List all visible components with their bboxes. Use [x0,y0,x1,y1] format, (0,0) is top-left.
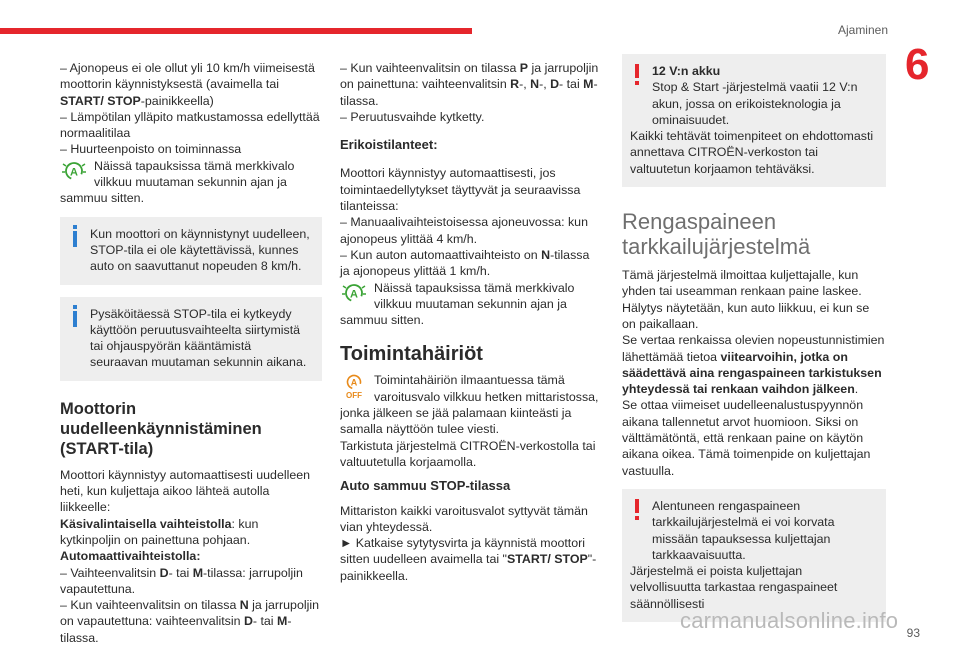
stop-heading: Auto sammuu STOP-tilassa [340,478,511,494]
warning-note-tpms [622,489,886,622]
column-2 [340,60,602,584]
column-1 [60,60,322,646]
warning-icon [635,64,639,78]
restart-heading: Moottorin uudelleenkäynnistäminen (START-tila) [60,399,262,458]
c2-para3: ► Katkaise sytytysvirta ja käynnistä moottori sitten uudelleen avaimella tai "START/ STOP"-painikkeella. [340,536,597,583]
info-icon [73,231,77,247]
battery-note-title: 12 V:n akku [652,64,721,78]
c2-para1: Moottori käynnistyy automaattisesti, jos toimintaedellytykset täyttyvät ja seuraavissa tilanteissa: [340,166,581,214]
c3-para2: Hälytys näytetään, kun auto liikkuu, ei kun se on paikallaan. [622,300,870,331]
svg-text:OFF: OFF [346,391,362,401]
warning-icon [635,499,639,513]
c1-auto-line1: – Vaihteenvalitsin D- tai M-tilassa: jarrupoljin vapautettuna. [60,565,303,596]
info-note-2-text: Pysäköitäessä STOP-tila ei kytkeydy käyttöön peruutusvaihteelta siirtymistä tai ohjauspyörän kääntämistä seuraavan muutaman sekunnin aikana. [90,306,307,370]
c1-auto-heading: Automaattivaihteistolla: [60,549,201,564]
c1-manual: Käsivalintaisella vaihteistolla: kun kytkinpoljin on painettuna pohjaan. [60,516,259,547]
c1-line2: – Lämpötilan ylläpito matkustamossa edellyttää normaalitilaa [60,109,320,141]
info-note-1 [60,217,322,285]
watermark: carmanualsonline.info [680,608,899,633]
page-number: 93 [906,626,920,640]
c1-line3: – Huurteenpoisto on toiminnassa [60,142,242,157]
stop-start-green-icon [60,158,88,186]
c2-line2: – Peruutusvaihde kytketty. [340,109,485,124]
fault-heading: Toimintahäiriöt [340,343,483,366]
c1-icon-text: Näissä tapauksissa tämä merkkivalo vilkkuu muutaman sekunnin ajan ja sammuu sitten. [60,158,295,206]
c2-special2: – Kun auton automaattivaihteisto on N-tilassa ja ajonopeus ylittää 1 km/h. [340,247,590,279]
info-icon [73,311,77,327]
info-note-1-text: Kun moottori on käynnistynyt uudelleen, STOP-tila ei ole käytettävissä, kunnes auto on saavuttanut nopeuden 8 km/h. [90,226,310,274]
section-title: Ajaminen [837,23,888,37]
c1-auto-line2: – Kun vaihteenvalitsin on tilassa N ja jarrupoljin on vapautettuna: vaihteenvalitsin D- tai M-tilassa. [60,598,319,645]
svg-text:A: A [350,288,358,301]
chapter-number: 6 [905,40,930,89]
c2-special1: – Manuaalivaihteistoisessa ajoneuvossa: kun ajonopeus ylittää 4 km/h. [340,215,588,246]
tpms-note-text1: Alentuneen rengaspaineen tarkkailujärjestelmä ei voi korvata missään tapauksessa kuljettajan tarkkaavaisuutta. [652,498,835,562]
c3-para4: Se ottaa viimeiset uudelleenalustuspyynnön aikana tallennetut arvot huomioon. Siksi on välttämätöntä, että renkaan paine on käytön aikana oikea. Tämä toimenpide on kuljettajan vastuulla. [622,398,871,478]
battery-note-text: Stop & Start -järjestelmä vaatii 12 V:n akun, jossa on erikoisteknologia ja ominaisuudet. [652,80,858,127]
c3-para1: Tämä järjestelmä ilmoittaa kuljettajalle, kun yhden tai useamman renkaan paine laskee. [622,268,862,299]
battery-note-text2: Kaikki tehtävät toimenpiteet on ehdottomasti annettava CITROËN-verkoston tai valtuutetun korjaamon tehtäväksi. [630,129,874,176]
special-heading: Erikoistilanteet: [340,137,438,153]
stop-start-off-orange-icon [340,372,368,400]
svg-text:A: A [350,377,358,388]
tpms-heading: Rengaspaineen tarkkailujärjestelmä [622,209,811,260]
stop-start-green-icon [340,280,368,308]
c2-fault-text: Toimintahäiriön ilmaantuessa tämä varoitusvalo vilkkuu hetken mittaristossa, jonka jälkeen se jää palamaan kiinteästi ja samalla näyttöön tulee viesti. [340,373,599,437]
c2-icon-row [340,280,602,329]
tpms-note-text2: Järjestelmä ei poista kuljettajan velvollisuutta tarkastaa rengaspaineet säännöllisesti [630,564,838,611]
c2-para2: Mittariston kaikki varoitusvalot syttyvät tämän vian yhteydessä. [340,503,588,534]
warning-note-battery [622,54,886,187]
c2-fault-row [340,372,602,437]
column-3 [622,54,886,622]
c1-icon-row [60,158,322,207]
c3-para3: Se vertaa renkaissa olevien nopeustunnistimien lähettämää tietoa viitearvoihin, jotka on säädettävä aina rengaspaineen tarkistuksen yhteydessä tai renkaan vaihdon jälkeen. [622,333,885,397]
c1-line1: – Ajonopeus ei ole ollut yli 10 km/h viimeisestä moottorin käynnistyksestä (avaimella tai START/ STOP-painikkeella) [60,61,315,108]
c2-fault-text2: Tarkistuta järjestelmä CITROËN-verkostolla tai valtuutetulla korjaamolla. [340,438,596,469]
info-note-2 [60,297,322,381]
top-accent-bar [0,28,472,34]
c2-icon-text: Näissä tapauksissa tämä merkkivalo vilkkuu muutaman sekunnin ajan ja sammuu sitten. [340,280,575,328]
c1-para1: Moottori käynnistyy automaattisesti uudelleen heti, kun kuljettaja aikoo lähteä autolla liikkeelle: [60,467,311,515]
svg-text:A: A [70,166,78,179]
c2-line1: – Kun vaihteenvalitsin on tilassa P ja jarrupoljin on painettuna: vaihteenvalitsin R-, N-, D- tai M-tilassa. [340,61,599,108]
